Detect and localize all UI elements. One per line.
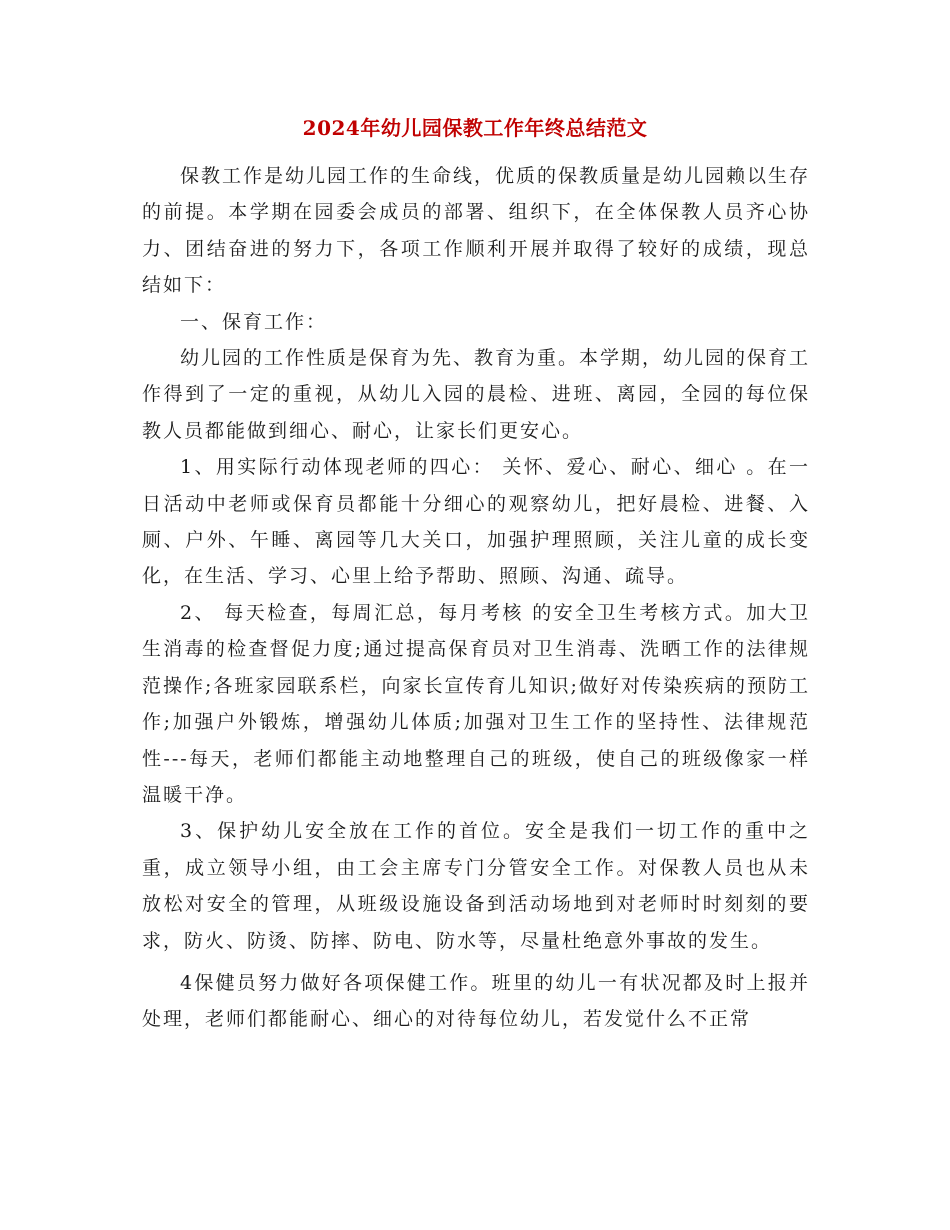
document-title: 2024年幼儿园保教工作年终总结范文 <box>302 116 648 140</box>
document-body <box>142 158 810 1038</box>
paragraph-item-1: 1、用实际行动体现老师的四心： 关怀、爱心、耐心、细心 。在一日活动中老师或保育员都能十分细心的观察幼儿，把好晨检、进餐、入厕、户外、午睡、离园等几大关口，加强护理照顾，关注儿童的成长变化，在生活、学习、心里上给予帮助、照顾、沟通、疏导。 <box>142 456 810 588</box>
paragraph-care-overview: 幼儿园的工作性质是保育为先、教育为重。本学期，幼儿园的保育工作得到了一定的重视，从幼儿入园的晨检、进班、离园，全园的每位保教人员都能做到细心、耐心，让家长们更安心。 <box>142 347 811 442</box>
paragraph-item-3: 3、保护幼儿安全放在工作的首位。安全是我们一切工作的重中之重，成立领导小组，由工会主席专门分管安全工作。对保教人员也从未放松对安全的管理，从班级设施设备到活动场地到对老师时时刻刻的要求，防火、防烫、防摔、防电、防水等，尽量杜绝意外事故的发生。 <box>142 820 810 952</box>
paragraph-item-2: 2、 每天检查，每周汇总，每月考核 的安全卫生考核方式。加大卫生消毒的检查督促力度;通过提高保育员对卫生消毒、洗晒工作的法律规范操作;各班家园联系栏，向家长宣传育儿知识;做好对传染疾病的预防工作;加强户外锻炼，增强幼儿体质;加强对卫生工作的坚持性、法律规范性---每天，老师们都能主动地整理自己的班级，使自己的班级像家一样温暖干净。 <box>142 601 810 806</box>
section-heading-care-work: 一、保育工作： <box>180 310 328 333</box>
paragraph-item-4: 4保健员努力做好各项保健工作。班里的幼儿一有状况都及时上报并处理，老师们都能耐心、细心的对待每位幼儿，若发觉什么不正常 <box>142 971 810 1031</box>
paragraph-intro: 保教工作是幼儿园工作的生命线，优质的保教质量是幼儿园赖以生存的前提。本学期在园委会成员的部署、组织下，在全体保教人员齐心协力、团结奋进的努力下，各项工作顺利开展并取得了较好的成绩，现总结如下： <box>142 165 811 297</box>
